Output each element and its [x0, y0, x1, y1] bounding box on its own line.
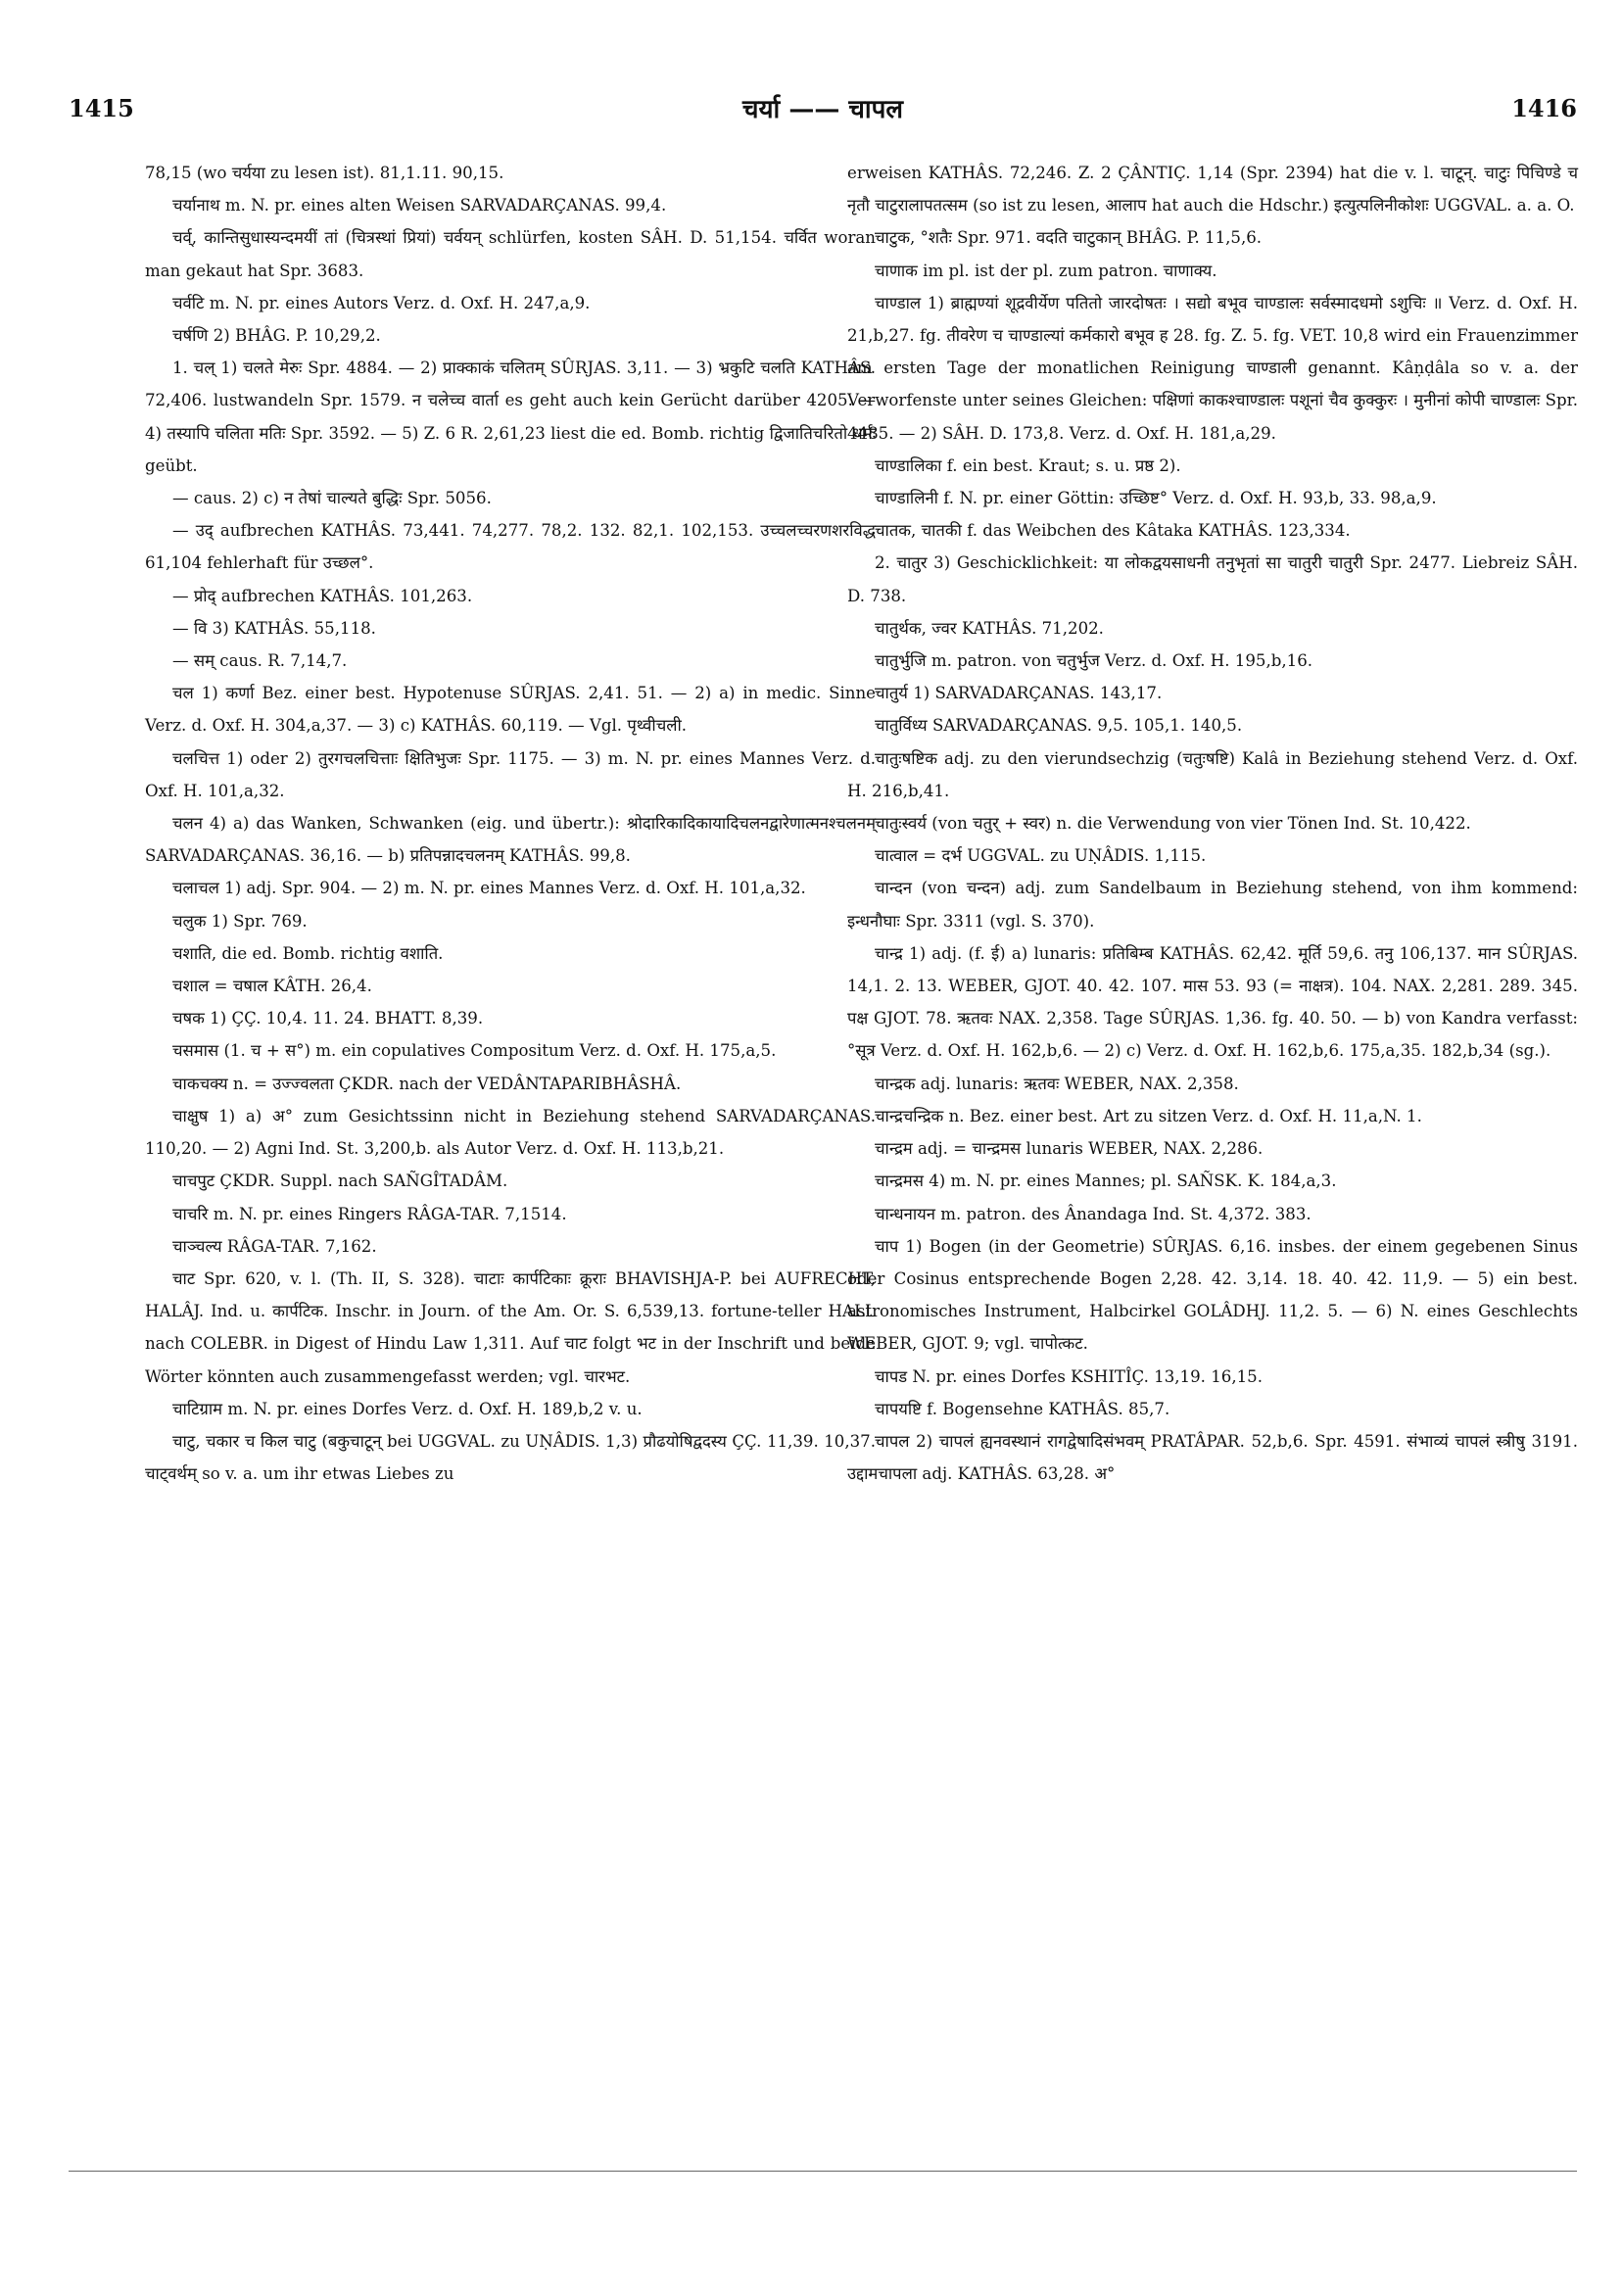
dictionary-entry: चान्द्र 1) adj. (f. ई) a) lunaris: प्रतिबिम्ब KATHÂS. 62,42. मूर्ति 59,6. तनु 106,137. मान SÛRJAS. 14,1. 2. 13. WEBER, GJOT. 40. 42. 107. मास 53. 93 (= नाक्षत्र). 104. NAX. 2,281. 289. 345. पक्ष GJOT. 78. ऋतवः NAX. 2,358. Tage SÛRJAS. 1,36. fg. 40. 50. — b) von Kandra verfasst: °सूत्र Verz. d. Oxf. H. 162,b,6. — 2) c) Verz. d. Oxf. H. 162,b,6. 175,a,35. 182,b,34 (sg.). — [847, 943, 1578, 1061]
dictionary-entry: चलन 4) a) das Wanken, Schwanken (eig. und übertr.): श्रोदारिकादिकायादिचलनद्वारेणात्मनश्चलनम् SARVADARÇANAS. 36,16. — b) प्रतिपन्नादचलनम् KATHÂS. 99,8. — [145, 814, 876, 866]
dictionary-entry: चातुर्भुजि m. patron. von चतुर्भुज Verz. d. Oxf. H. 195,b,16. — [875, 651, 1313, 671]
dictionary-entry: चातुर्थक, ज्वर KATHÂS. 71,202. — [875, 618, 1104, 638]
dictionary-entry: चापड N. pr. eines Dorfes KSHITÎÇ. 13,19. 16,15. — [875, 1366, 1264, 1386]
dictionary-entry: चाक्षुष 1) a) अ° zum Gesichtssinn nicht in Beziehung stehend SARVADARÇANAS. 110,20. — 2) Agni Ind. St. 3,200,b. als Autor Verz. d. Oxf. H. 113,b,21. — [145, 1106, 876, 1159]
dictionary-entry: चातुःषष्टिक adj. zu den vierundsechzig (चतुःषष्टि) Kalâ in Beziehung stehend Verz. d. Oxf. H. 216,b,41. — [847, 748, 1578, 800]
dictionary-entry: चापयष्टि f. Bogensehne KATHÂS. 85,7. — [875, 1399, 1170, 1418]
dictionary-entry: चलचित्त 1) oder 2) तुरगचलचित्ताः क्षितिभुजः Spr. 1175. — 3) m. N. pr. eines Mannes Verz. d. Oxf. H. 101,a,32. — [145, 748, 876, 800]
dictionary-entry: चाटुक, °शतैः Spr. 971. वदति चाटुकान् BHÂG. P. 11,5,6. — [875, 228, 1263, 248]
dictionary-entry: चान्द्रम adj. = चान्द्रमस lunaris WEBER, NAX. 2,286. — [875, 1139, 1264, 1159]
dictionary-entry: चापल 2) चापलं ह्यनवस्थानं रागद्वेषादिसंभवम् PRATÂPAR. 52,b,6. Spr. 4591. संभाव्यं चापलं स्त्रीषु 3191. उद्दामचापला adj. KATHÂS. 63,28. अ° — [847, 1431, 1578, 1484]
left-page-number: 1415 — [69, 94, 134, 122]
dictionary-entry: चाणाक im pl. ist der pl. zum patron. चाणाक्य. — [875, 261, 1217, 280]
dictionary-entry: 2. चातुर 3) Geschicklichkeit: या लोकद्वयसाधनी तनुभृतां सा चातुरी चातुरी Spr. 2477. Liebreiz SÂH. D. 738. — [847, 553, 1578, 605]
dictionary-entry: चलुक 1) Spr. 769. — [172, 911, 308, 931]
dictionary-entry: चशाति, die ed. Bomb. richtig वशाति. — [172, 943, 444, 963]
dictionary-entry: चर्षणि 2) BHÂG. P. 10,29,2. — [172, 326, 381, 346]
dictionary-entry: चाण्डालिनी f. N. pr. einer Göttin: उच्छिष्ट° Verz. d. Oxf. H. 93,b, 33. 98,a,9. — [875, 489, 1437, 508]
dictionary-entry: चाट Spr. 620, v. l. (Th. II, S. 328). चाटाः कार्पटिकाः क्रूराः BHAVISHJA-P. bei AUFRECHT, HALÂJ. Ind. u. कार्पटिक. Inschr. in Journ. of the Am. Or. S. 6,539,13. fortune-teller HALL nach COLEBR. in Digest of Hindu Law 1,311. Auf चाट folgt भट in der Inschrift und beide Wörter könnten auch zusammengefasst werden; vgl. चारभट. — [145, 1268, 876, 1386]
dictionary-entry: चषक 1) ÇÇ. 10,4. 11. 24. BHATT. 8,39. — [172, 1009, 484, 1028]
dictionary-entry: चर्यानाथ m. N. pr. eines alten Weisen SARVADARÇANAS. 99,4. — [172, 196, 667, 215]
dictionary-entry: erweisen KATHÂS. 72,246. Z. 2 ÇÂNTIÇ. 1,14 (Spr. 2394) hat die v. l. चाटून्. चाटुः पिचिण्डे च नृतौ चाटुरालापतत्सम (so ist zu lesen, आलाप hat auch die Hdschr.) इत्युत्पलिनीकोशः UGGVAL. a. a. O. — [847, 164, 1578, 215]
dictionary-entry: चाञ्चल्य RÂGA-TAR. 7,162. — [172, 1236, 377, 1256]
dictionary-entry: चातक, चातकी f. das Weibchen des Kâtaka KATHÂS. 123,334. — [875, 521, 1351, 541]
dictionary-entry: चान्दन (von चन्दन) adj. zum Sandelbaum in Beziehung stehend, von ihm kommend: इन्धनौघाः Spr. 3311 (vgl. S. 370). — [847, 879, 1578, 931]
page-header — [69, 94, 1577, 133]
dictionary-entry: चाकचक्य n. = उज्ज्वलता ÇKDR. nach der VEDÂNTAPARIBHÂSHÂ. — [172, 1074, 682, 1093]
dictionary-entry: चातुर्य 1) SARVADARÇANAS. 143,17. — [875, 684, 1163, 703]
dictionary-entry: — उद् aufbrechen KATHÂS. 73,441. 74,277. 78,2. 132. 82,1. 102,153. उच्चलच्चरणशरविद्ध 61,104 fehlerhaft für उच्छल°. — [145, 521, 876, 573]
dictionary-entry: चान्द्रचन्द्रिक n. Bez. einer best. Art zu sitzen Verz. d. Oxf. H. 11,a,N. 1. — [875, 1106, 1422, 1125]
dictionary-entry: चान्धनायन m. patron. des Ânandaga Ind. St. 4,372. 383. — [875, 1204, 1312, 1223]
dictionary-entry: चाण्डाल 1) ब्राह्मण्यां शूद्रवीर्येण पतितो जारदोषतः । सद्यो बभूव चाण्डालः सर्वस्मादधमो ऽशुचिः ॥ Verz. d. Oxf. H. 21,b,27. fg. तीवरेण च चाण्डाल्यां कर्मकारो बभूव ह 28. fg. Z. 5. fg. VET. 10,8 wird ein Frauenzimmer am ersten Tage der monatlichen Reinigung चाण्डाली genannt. Kâṇḍâla so v. a. der Verworfenste unter seines Gleichen: पक्षिणां काकश्चाण्डालः पशूनां चैव कुक्कुरः । मुनीनां कोपी चाण्डालः Spr. 4485. — 2) SÂH. D. 173,8. Verz. d. Oxf. H. 181,a,29. — [847, 293, 1579, 443]
dictionary-entry: चसमास (1. च + स°) m. ein copulatives Compositum Verz. d. Oxf. H. 175,a,5. — [172, 1041, 777, 1061]
dictionary-entry: चान्द्रमस 4) m. N. pr. eines Mannes; pl. SAÑSK. K. 184,a,3. — [875, 1172, 1337, 1191]
dictionary-entry: — caus. 2) c) न तेषां चाल्यते बुद्धिः Spr. 5056. — [172, 489, 492, 508]
dictionary-entry: चाण्डालिका f. ein best. Kraut; s. u. प्रष्ठ 2). — [875, 455, 1181, 475]
dictionary-entry: — वि 3) KATHÂS. 55,118. — [172, 618, 376, 638]
dictionary-entry: 78,15 (wo चर्यया zu lesen ist). 81,1.11. 90,15. — [145, 164, 504, 182]
left-column — [145, 157, 876, 1490]
dictionary-entry: चाप 1) Bogen (in der Geometrie) SÛRJAS. 6,16. insbes. der einem gegebenen Sinus oder Cosinus entsprechende Bogen 2,28. 42. 3,14. 18. 40. 42. 11,9. — 5) ein best. astronomisches Instrument, Halbcirkel GOLÂDHJ. 11,2. 5. — 6) N. eines Geschlechts WEBER, GJOT. 9; vgl. चापोत्कट. — [847, 1236, 1578, 1354]
dictionary-entry: चाचरि m. N. pr. eines Ringers RÂGA-TAR. 7,1514. — [172, 1204, 567, 1223]
dictionary-entry: — प्रोद् aufbrechen KATHÂS. 101,263. — [172, 586, 473, 605]
dictionary-entry: चलाचल 1) adj. Spr. 904. — 2) m. N. pr. eines Mannes Verz. d. Oxf. H. 101,a,32. — [172, 879, 806, 898]
footer-rule — [69, 2171, 1577, 2172]
dictionary-entry: चातुर्विध्य SARVADARÇANAS. 9,5. 105,1. 140,5. — [875, 716, 1243, 736]
right-page-number: 1416 — [1511, 94, 1577, 122]
dictionary-entry: चशाल = चषाल KÂTH. 26,4. — [172, 977, 372, 996]
running-title: चर्या —— चापल — [741, 95, 904, 124]
dictionary-entry: चात्वाल = दर्भ UGGVAL. zu UṆÂDIS. 1,115. — [875, 846, 1207, 866]
dictionary-entry: चर्व्, कान्तिसुधास्यन्दमयीं तां (चित्रस्थां प्रियां) चर्वयन् schlürfen, kosten SÂH. D. 51,154. चर्वित woran man gekaut hat Spr. 3683. — [145, 228, 876, 280]
dictionary-entry: चाचपुट ÇKDR. Suppl. nach SAÑGÎTADÂM. — [172, 1172, 508, 1191]
dictionary-entry: 1. चल् 1) चलते मेरुः Spr. 4884. — 2) प्राक्काकं चलितम् SÛRJAS. 3,11. — 3) भ्रकुटि चलति KATHÂS. 72,406. lustwandeln Spr. 1579. न चलेच्च वार्ता es geht auch kein Gerücht darüber 4205. — 4) तस्यापि चलिता मतिः Spr. 3592. — 5) Z. 6 R. 2,61,23 liest die ed. Bomb. richtig द्विजातिचरितो धर्मः geübt. — [145, 359, 876, 475]
right-column — [847, 157, 1578, 1490]
dictionary-entry: चाटु, चकार च किल चाटु (बकुचाटून् bei UGGVAL. zu UṆÂDIS. 1,3) प्रौढयोषिद्वदस्य ÇÇ. 11,39. 10,37. चाट्वर्थम् so v. a. um ihr etwas Liebes zu — [145, 1431, 876, 1484]
dictionary-entry: चाटिग्राम m. N. pr. eines Dorfes Verz. d. Oxf. H. 189,b,2 v. u. — [172, 1399, 643, 1418]
dictionary-entry: — सम् caus. R. 7,14,7. — [172, 651, 348, 671]
dictionary-entry: चातुःस्वर्य (von चतुर् + स्वर) n. die Verwendung von vier Tönen Ind. St. 10,422. — [875, 814, 1471, 834]
dictionary-entry: चान्द्रक adj. lunaris: ऋतवः WEBER, NAX. 2,358. — [875, 1074, 1239, 1093]
dictionary-entry: चर्वटि m. N. pr. eines Autors Verz. d. Oxf. H. 247,a,9. — [172, 293, 591, 312]
dictionary-entry: चल 1) कर्णा Bez. einer best. Hypotenuse SÛRJAS. 2,41. 51. — 2) a) in medic. Sinne Verz. d. Oxf. H. 304,a,37. — 3) c) KATHÂS. 60,119. — Vgl. पृथ्वीचली. — [145, 684, 876, 736]
